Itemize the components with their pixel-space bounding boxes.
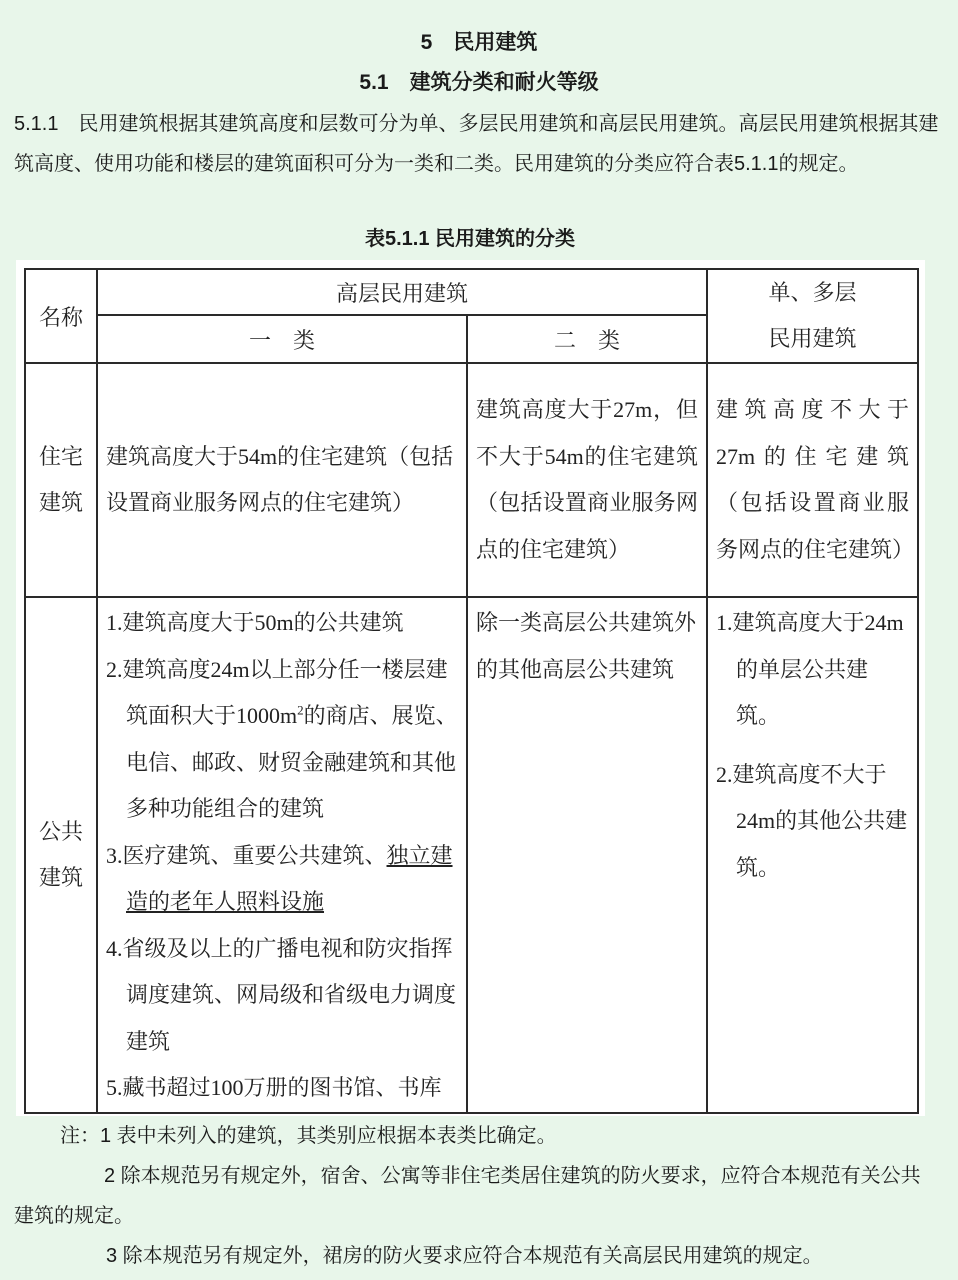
row-label-public (25, 597, 97, 1113)
public-class-one-item-2-part-b: 的商店、展览、电信、邮政、财贸金融建筑和其他多种功能组合的建筑 (126, 703, 458, 821)
note-1: 注：1 表中未列入的建筑，其类别应根据本表类比确定。 (60, 1125, 557, 1147)
note-2: 2 除本规范另有规定外，宿舍、公寓等非住宅类居住建筑的防火要求，应符合本规范有关公共建筑的规定。 (14, 1165, 921, 1227)
public-class-one-item-4: 4.省级及以上的广播电视和防灾指挥调度建筑、网局级和省级电力调度建筑 (106, 935, 457, 1054)
row-label-public-line1: 公共 (38, 818, 83, 844)
public-class-one-item-5: 5.藏书超过100万册的图书馆、书库 (106, 1075, 442, 1100)
header-low-multi (707, 269, 918, 363)
header-low-multi-line1: 单、多层 (768, 280, 857, 305)
row-label-residential-line1: 住宅 (38, 443, 83, 469)
section-title: 5.1 建筑分类和耐火等级 (359, 71, 599, 94)
table-header-row (25, 269, 918, 315)
header-class-one: 一 类 (97, 315, 467, 363)
public-low-multi (707, 597, 918, 1113)
note-3: 3 除本规范另有规定外，裙房的防火要求应符合本规范有关高层民用建筑的规定。 (106, 1245, 823, 1267)
residential-class-one: 建筑高度大于54m的住宅建筑（包括设置商业服务网点的住宅建筑） (97, 363, 467, 597)
clause-5-1-1-text: 5.1.1 民用建筑根据其建筑高度和层数可分为单、多层民用建筑和高层民用建筑。高层民用建筑根据其建筑高度、使用功能和楼层的建筑面积可分为一类和二类。民用建筑的分类应符合表5.1.1的规定。 (14, 113, 939, 175)
header-class-two: 二 类 (467, 315, 707, 363)
chapter-title: 5 民用建筑 (420, 31, 538, 54)
superscript-2: 2 (297, 702, 304, 718)
header-name: 名称 (25, 269, 97, 363)
public-class-one (97, 597, 467, 1113)
public-class-two: 除一类高层公共建筑外的其他高层公共建筑 (467, 597, 707, 1113)
header-low-multi-line2: 民用建筑 (768, 326, 857, 351)
residential-low-multi: 建筑高度不大于27m的住宅建筑（包括设置商业服务网点的住宅建筑） (707, 363, 918, 597)
public-class-one-item-1: 1.建筑高度大于50m的公共建筑 (106, 610, 404, 635)
public-class-one-item-2-part-a: 2.建筑高度24m以上部分任一楼层建筑面积大于1000m (106, 656, 448, 728)
header-highrise: 高层民用建筑 (97, 269, 707, 315)
table-container (16, 260, 925, 1116)
public-low-multi-item-2: 2.建筑高度不大于24m的其他公共建筑。 (716, 761, 908, 880)
table-row-residential (25, 363, 918, 597)
public-class-one-item-2 (106, 647, 458, 833)
row-label-residential (25, 363, 97, 597)
row-label-residential-line2: 建筑 (38, 490, 83, 515)
underlined-amendment: 独立建造的老年人照料设施 (126, 842, 453, 914)
public-class-one-item-3 (106, 833, 458, 926)
row-label-public-line2: 建筑 (38, 865, 83, 890)
public-class-one-item-3-part-a: 3.医疗建筑、重要公共建筑、 (106, 842, 387, 868)
public-low-multi-item-1: 1.建筑高度大于24m的单层公共建筑。 (716, 610, 904, 728)
residential-class-two: 建筑高度大于27m，但不大于54m的住宅建筑（包括设置商业服务网点的住宅建筑） (467, 363, 707, 597)
table-caption: 表5.1.1 民用建筑的分类 (364, 228, 576, 250)
classification-table (24, 268, 919, 1114)
table-row-public (25, 597, 918, 1113)
